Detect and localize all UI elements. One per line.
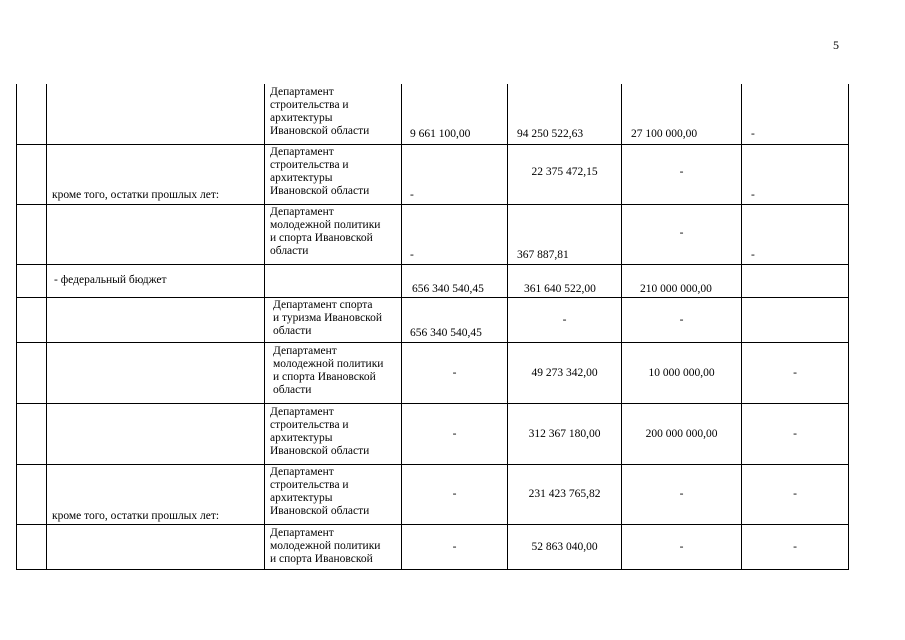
- page-number: 5: [833, 38, 839, 52]
- department-line: Департамент: [270, 146, 334, 158]
- amount-cell: 656 340 540,45: [412, 283, 484, 295]
- department-line: Департамент: [273, 345, 337, 357]
- amount-cell: -: [562, 314, 567, 326]
- department-cell: [270, 146, 369, 198]
- department-line: Департамент: [270, 527, 334, 539]
- amount-cell: 361 640 522,00: [524, 283, 596, 295]
- department-cell: [270, 206, 380, 258]
- amount-cell: 27 100 000,00: [631, 128, 698, 140]
- department-line: области: [273, 384, 312, 396]
- department-line: Департамент: [270, 406, 334, 418]
- amount-cell: 52 863 040,00: [531, 541, 598, 553]
- amount-cell: 231 423 765,82: [528, 488, 601, 500]
- amount-cell: 9 661 100,00: [410, 128, 471, 140]
- department-line: Департамент: [270, 466, 334, 478]
- amount-cell: 656 340 540,45: [410, 327, 482, 339]
- department-line: архитектуры: [270, 492, 333, 504]
- amount-cell: -: [751, 128, 755, 140]
- department-line: архитектуры: [270, 172, 333, 184]
- row-label: кроме того, остатки прошлых лет:: [52, 510, 220, 522]
- department-line: строительства и: [270, 159, 349, 171]
- department-cell: [270, 527, 380, 566]
- department-line: и спорта Ивановской: [273, 371, 376, 383]
- department-line: области: [270, 245, 309, 257]
- amount-cell: -: [793, 428, 797, 440]
- amount-cell: -: [793, 541, 797, 553]
- amount-cell: 10 000 000,00: [648, 367, 715, 379]
- department-line: архитектуры: [270, 112, 333, 124]
- department-line: молодежной политики: [270, 219, 381, 231]
- amount-cell: -: [751, 249, 755, 261]
- amount-cell: -: [679, 488, 684, 500]
- row-label: - федеральный бюджет: [54, 274, 167, 286]
- department-line: и спорта Ивановской: [270, 232, 373, 244]
- amount-cell: -: [410, 189, 414, 201]
- amount-cell: -: [793, 488, 797, 500]
- department-line: молодежной политики: [273, 358, 384, 370]
- amount-cell: 210 000 000,00: [640, 283, 712, 295]
- row-label: кроме того, остатки прошлых лет:: [52, 189, 220, 201]
- amount-cell: -: [679, 227, 684, 239]
- department-line: архитектуры: [270, 432, 333, 444]
- department-line: молодежной политики: [270, 540, 381, 552]
- department-line: и туризма Ивановской: [273, 312, 383, 324]
- department-line: Ивановской области: [270, 125, 370, 137]
- amount-cell: -: [679, 314, 684, 326]
- department-cell: [270, 466, 369, 518]
- amount-cell: 94 250 522,63: [517, 128, 584, 140]
- department-line: Ивановской области: [270, 185, 370, 197]
- amount-cell: 22 375 472,15: [531, 166, 598, 178]
- amount-cell: -: [793, 367, 797, 379]
- amount-cell: 367 887,81: [517, 249, 569, 261]
- amount-cell: 200 000 000,00: [645, 428, 718, 440]
- amount-cell: -: [751, 189, 755, 201]
- department-line: строительства и: [270, 419, 349, 431]
- amount-cell: -: [452, 428, 457, 440]
- amount-cell: -: [452, 541, 457, 553]
- department-line: Департамент: [270, 206, 334, 218]
- department-line: строительства и: [270, 479, 349, 491]
- amount-cell: -: [452, 488, 457, 500]
- department-line: и спорта Ивановской: [270, 553, 373, 565]
- department-line: Департамент: [270, 86, 334, 98]
- department-line: строительства и: [270, 99, 349, 111]
- amount-cell: 312 367 180,00: [528, 428, 601, 440]
- amount-cell: 49 273 342,00: [531, 367, 598, 379]
- department-cell: [273, 299, 382, 338]
- department-line: Ивановской области: [270, 445, 370, 457]
- department-line: Департамент спорта: [273, 299, 373, 311]
- department-line: области: [273, 325, 312, 337]
- department-cell: [273, 345, 383, 397]
- department-line: Ивановской области: [270, 505, 370, 517]
- amount-cell: -: [679, 166, 684, 178]
- amount-cell: -: [410, 249, 414, 261]
- department-cell: [270, 86, 369, 138]
- amount-cell: -: [452, 367, 457, 379]
- department-cell: [270, 406, 369, 458]
- amount-cell: -: [679, 541, 684, 553]
